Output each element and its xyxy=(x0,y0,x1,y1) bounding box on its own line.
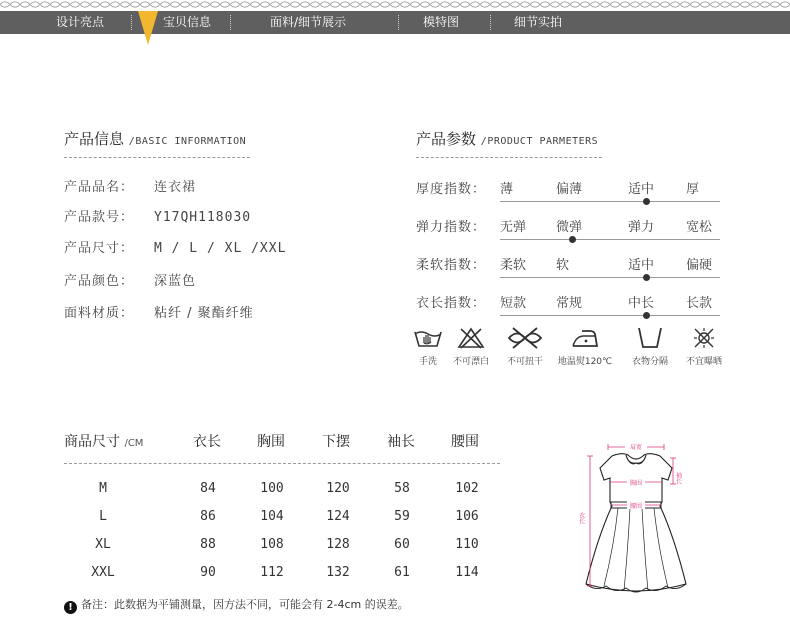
measurement-cell: 102 xyxy=(455,481,479,496)
basic-info-divider xyxy=(64,157,250,158)
care-separate-wash: 衣物分隔 xyxy=(618,326,682,367)
param-option: 软 xyxy=(556,258,570,273)
chain-link xyxy=(141,2,150,7)
chain-link xyxy=(641,2,650,7)
info-row-style-number: 产品款号： Y17QH118030 xyxy=(64,210,252,225)
tab-separator xyxy=(230,15,231,30)
measurement-cell: 86 xyxy=(200,509,216,524)
param-option: 柔软 xyxy=(500,258,527,273)
chain-link xyxy=(381,2,390,7)
param-option: 长款 xyxy=(686,296,713,311)
chain-link xyxy=(521,2,530,7)
param-option: 薄 xyxy=(500,182,514,197)
chain-link xyxy=(331,2,340,7)
param-option: 中长 xyxy=(628,296,655,311)
size-cell: XL xyxy=(95,537,111,552)
param-scale-line xyxy=(500,315,720,316)
chain-link xyxy=(271,2,280,7)
param-option: 适中 xyxy=(628,258,655,273)
chest-label: 胸围 xyxy=(629,480,643,487)
measurement-cell: 114 xyxy=(455,565,479,580)
measurement-cell: 124 xyxy=(326,509,350,524)
tab-product-info[interactable]: 宝贝信息 xyxy=(163,15,212,29)
chain-link xyxy=(581,2,590,7)
tab-separator xyxy=(131,15,132,30)
param-selected-dot xyxy=(643,312,650,319)
chain-link xyxy=(571,2,580,7)
param-option: 短款 xyxy=(500,296,527,311)
separate-wash-icon xyxy=(635,326,665,350)
param-option: 常规 xyxy=(556,296,583,311)
size-table-header-hem: 下摆 xyxy=(322,434,350,450)
size-cell: L xyxy=(99,509,107,524)
chain-link xyxy=(611,2,620,7)
chain-link xyxy=(161,2,170,7)
param-label-softness: 柔软指数： xyxy=(416,258,487,273)
measurement-cell: 120 xyxy=(326,481,350,496)
chain-link xyxy=(591,2,600,7)
chain-link xyxy=(501,2,510,7)
care-no-wring: 不可扭干 xyxy=(493,326,557,367)
chain-link xyxy=(231,2,240,7)
param-option: 偏薄 xyxy=(556,182,583,197)
chain-link xyxy=(701,2,710,7)
param-label-thickness: 厚度指数： xyxy=(416,182,487,197)
param-selected-dot xyxy=(569,236,576,243)
param-option: 弹力 xyxy=(628,220,655,235)
chain-link xyxy=(101,2,110,7)
chain-link xyxy=(21,2,30,7)
tab-detail-shots[interactable]: 细节实拍 xyxy=(514,15,563,29)
chain-link xyxy=(661,2,670,7)
info-row-color: 产品颜色： 深蓝色 xyxy=(64,274,197,289)
chain-link xyxy=(621,2,630,7)
basic-info-heading: 产品信息 /BASIC INFORMATION xyxy=(64,130,247,148)
param-label-length: 衣长指数： xyxy=(416,296,487,311)
measurement-cell: 58 xyxy=(394,481,410,496)
param-option: 偏硬 xyxy=(686,258,713,273)
chain-link xyxy=(781,2,790,7)
warning-icon: ! xyxy=(64,601,77,614)
chain-link xyxy=(541,2,550,7)
chain-link xyxy=(491,2,500,7)
params-divider xyxy=(416,157,602,158)
measurement-cell: 59 xyxy=(394,509,410,524)
tab-design-highlights[interactable]: 设计亮点 xyxy=(56,15,105,29)
chain-link xyxy=(761,2,770,7)
size-table-header-size: 商品尺寸 /CM xyxy=(64,434,144,450)
chain-link xyxy=(61,2,70,7)
chain-link xyxy=(411,2,420,7)
dress-measurement-diagram xyxy=(578,436,698,602)
chain-link xyxy=(741,2,750,7)
chain-link xyxy=(191,2,200,7)
chain-link xyxy=(201,2,210,7)
chain-link xyxy=(211,2,220,7)
param-scale-line xyxy=(500,239,720,240)
size-cell: XXL xyxy=(91,565,115,580)
chain-link xyxy=(181,2,190,7)
chain-link xyxy=(771,2,780,7)
param-option: 适中 xyxy=(628,182,655,197)
chain-link xyxy=(51,2,60,7)
chain-link xyxy=(711,2,720,7)
chain-link xyxy=(371,2,380,7)
chain-link xyxy=(81,2,90,7)
active-tab-marker-icon xyxy=(138,11,158,45)
chain-link xyxy=(341,2,350,7)
chain-link xyxy=(551,2,560,7)
chain-link xyxy=(11,2,20,7)
measurement-cell: 60 xyxy=(394,537,410,552)
chain-link xyxy=(481,2,490,7)
chain-link xyxy=(631,2,640,7)
chain-link xyxy=(301,2,310,7)
chain-link xyxy=(151,2,160,7)
param-selected-dot xyxy=(643,274,650,281)
no-wring-icon xyxy=(505,326,545,350)
size-table-header-waist: 腰围 xyxy=(451,434,479,450)
chain-link xyxy=(561,2,570,7)
chain-link xyxy=(251,2,260,7)
measurement-cell: 128 xyxy=(326,537,350,552)
chain-link xyxy=(451,2,460,7)
chain-link xyxy=(651,2,660,7)
measurement-note: ! 备注：此数据为平铺测量，因方法不同，可能会有 2-4cm 的误差。 xyxy=(64,596,409,614)
care-low-iron: 地温熨120℃ xyxy=(553,326,617,367)
waist-label: 腰围 xyxy=(629,503,643,510)
tab-fabric-details[interactable]: 面料/细节展示 xyxy=(270,15,347,29)
measurement-cell: 90 xyxy=(200,565,216,580)
params-heading: 产品参数 /PRODUCT PARMETERS xyxy=(416,130,599,148)
no-sun-dry-icon xyxy=(689,326,719,350)
size-table-header-sleeve: 袖长 xyxy=(387,434,415,450)
chain-link xyxy=(321,2,330,7)
measurement-cell: 104 xyxy=(260,509,284,524)
chain-link xyxy=(121,2,130,7)
care-no-bleach: 不可漂白 xyxy=(439,326,503,367)
chain-link xyxy=(681,2,690,7)
chain-link xyxy=(31,2,40,7)
chain-link xyxy=(71,2,80,7)
chain-link xyxy=(691,2,700,7)
chain-link xyxy=(441,2,450,7)
measurement-cell: 108 xyxy=(260,537,284,552)
chain-link xyxy=(241,2,250,7)
chain-link xyxy=(421,2,430,7)
measurement-cell: 84 xyxy=(200,481,216,496)
measurement-cell: 110 xyxy=(455,537,479,552)
chain-link xyxy=(531,2,540,7)
chain-link xyxy=(471,2,480,7)
param-label-elasticity: 弹力指数： xyxy=(416,220,487,235)
tab-separator xyxy=(398,15,399,30)
no-bleach-icon xyxy=(456,326,486,350)
measurement-cell: 88 xyxy=(200,537,216,552)
tab-separator xyxy=(490,15,491,30)
chain-link xyxy=(721,2,730,7)
chain-link xyxy=(601,2,610,7)
chain-link xyxy=(131,2,140,7)
chain-link xyxy=(391,2,400,7)
care-no-sun-dry: 不宜曝晒 xyxy=(672,326,736,367)
chain-link xyxy=(751,2,760,7)
chain-link xyxy=(221,2,230,7)
info-row-material: 面料材质： 粘纤 / 聚酯纤维 xyxy=(64,306,254,321)
info-row-name: 产品品名： 连衣裙 xyxy=(64,180,197,195)
chain-link xyxy=(261,2,270,7)
measurement-cell: 132 xyxy=(326,565,350,580)
length-label: 衣长 xyxy=(578,512,585,524)
chain-link xyxy=(361,2,370,7)
size-cell: M xyxy=(99,481,107,496)
size-table-header-chest: 胸围 xyxy=(257,434,285,450)
top-chain-decoration xyxy=(0,0,790,9)
param-option: 厚 xyxy=(686,182,700,197)
measurement-cell: 100 xyxy=(260,481,284,496)
measurement-cell: 61 xyxy=(394,565,410,580)
chain-link xyxy=(731,2,740,7)
chain-link xyxy=(281,2,290,7)
measurement-cell: 106 xyxy=(455,509,479,524)
tab-model-photos[interactable]: 模特图 xyxy=(423,15,460,29)
chain-link xyxy=(431,2,440,7)
low-iron-icon xyxy=(570,326,600,350)
chain-link xyxy=(1,2,10,7)
param-option: 无弹 xyxy=(500,220,527,235)
param-option: 微弹 xyxy=(556,220,583,235)
chain-link xyxy=(511,2,520,7)
sleeve-label: 袖长 xyxy=(674,472,682,484)
chain-link xyxy=(671,2,680,7)
shoulder-label: 肩宽 xyxy=(629,444,643,451)
chain-link xyxy=(91,2,100,7)
care-hand-wash: 手洗 xyxy=(396,326,460,367)
chain-link xyxy=(311,2,320,7)
chain-link xyxy=(171,2,180,7)
top-nav xyxy=(0,11,790,34)
chain-link xyxy=(401,2,410,7)
chain-link xyxy=(111,2,120,7)
param-option: 宽松 xyxy=(686,220,713,235)
param-selected-dot xyxy=(643,198,650,205)
param-scale-line xyxy=(500,277,720,278)
chain-link xyxy=(461,2,470,7)
size-table-header-length: 衣长 xyxy=(193,434,221,450)
measurement-cell: 112 xyxy=(260,565,284,580)
chain-link xyxy=(291,2,300,7)
chain-link xyxy=(41,2,50,7)
param-scale-line xyxy=(500,201,720,202)
info-row-sizes: 产品尺寸： M / L / XL /XXL xyxy=(64,241,287,256)
chain-link xyxy=(351,2,360,7)
size-table-divider xyxy=(64,463,500,464)
